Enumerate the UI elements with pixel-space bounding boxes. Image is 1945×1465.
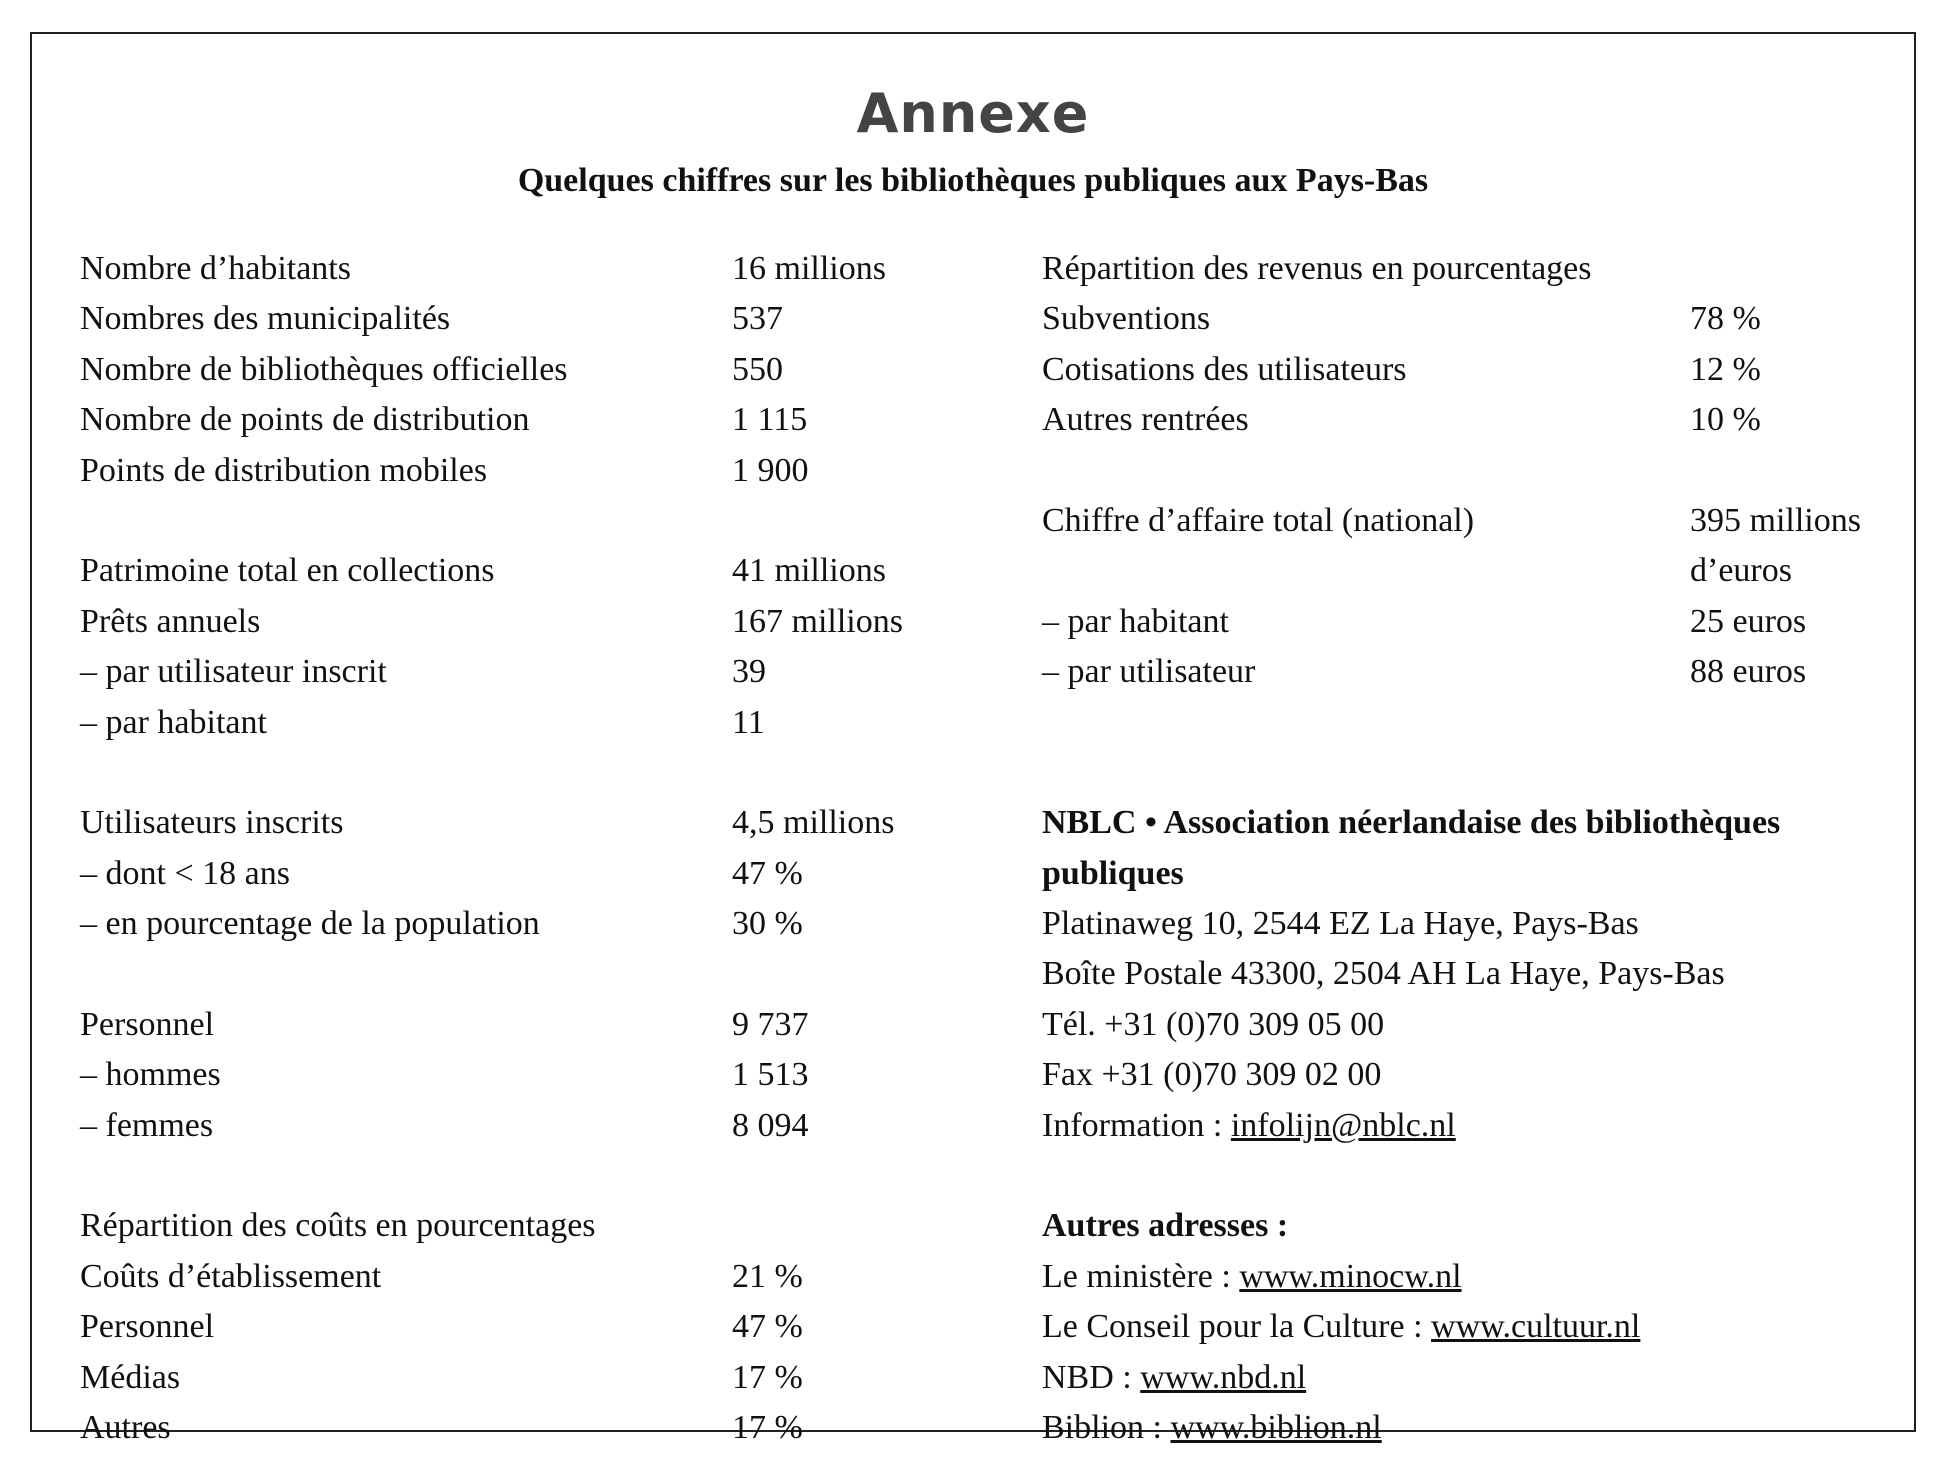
spacer [80,1151,980,1201]
section-heading [1042,244,1932,294]
stat-label: Nombre de bibliothèques officielles [80,350,568,388]
spacer [80,949,980,999]
link-line [1042,1353,1306,1403]
stat-row [80,798,980,848]
stat-label: Patrimoine total en collections [80,552,495,590]
stat-label: – par habitant [80,703,267,741]
stat-label: Autres rentrées [1042,401,1249,439]
link-row [1042,1403,1932,1453]
spacer [80,496,980,546]
revenue-heading: Répartition des revenus en pourcentages [1042,250,1592,287]
stat-value: 4,5 millions [732,804,895,842]
stat-value: d’euros [1690,552,1792,590]
stat-row [80,1050,980,1100]
stat-value: 11 [732,703,765,741]
nbd-link[interactable]: www.nbd.nl [1140,1358,1307,1396]
stat-value: 550 [732,350,783,388]
culture-council-link[interactable]: www.cultuur.nl [1431,1308,1641,1346]
stat-label: Utilisateurs inscrits [80,804,344,842]
stat-value: 88 euros [1690,653,1807,691]
stat-value: 8 094 [732,1106,809,1144]
stat-row [80,546,980,596]
costs-heading: Répartition des coûts en pourcentages [80,1207,596,1245]
link-row [1042,1252,1932,1302]
stat-value: 1 115 [732,401,808,439]
stat-row [80,597,980,647]
stat-row [80,395,980,445]
stat-row [1042,546,1932,596]
stat-value: 10 % [1690,401,1761,439]
spacer [1042,698,1932,748]
section-heading [80,1201,980,1251]
address-line [1042,899,1932,949]
spacer [1042,748,1932,798]
stat-value: 537 [732,300,783,338]
nblc-heading-line2: publiques [1042,854,1184,892]
stat-row [1042,496,1932,546]
spacer [80,748,980,798]
annex-frame [30,32,1916,1446]
stat-label: Chiffre d’affaire total (national) [1042,501,1475,539]
right-column [1042,244,1932,1453]
info-line [1042,1101,1456,1151]
stat-value: 9 737 [732,1005,809,1043]
stat-label: Points de distribution mobiles [80,451,488,489]
stat-row [80,1353,980,1403]
link-label: Biblion : [1042,1408,1171,1446]
stat-row [80,244,980,294]
stat-row [80,1302,980,1352]
stat-row [80,294,980,344]
nblc-heading-line1: NBLC • Association néerlandaise des bibliothèques [1042,804,1781,842]
stat-label: Médias [80,1358,181,1396]
stat-label: – hommes [80,1056,221,1094]
stat-row [80,1252,980,1302]
stat-row [80,1000,980,1050]
stat-row [1042,597,1932,647]
stat-row [80,345,980,395]
stat-row [1042,345,1932,395]
link-row [1042,1302,1932,1352]
page-title: Annexe [856,82,1090,145]
stat-label: Personnel [80,1308,215,1346]
stat-row [80,647,980,697]
biblion-link[interactable]: www.biblion.nl [1170,1408,1382,1446]
stat-value: 17 % [732,1408,803,1446]
stat-value: 47 % [732,854,803,892]
stat-value: 1 900 [732,451,809,489]
stat-label: – en pourcentage de la population [80,905,540,943]
stat-value: 47 % [732,1308,803,1346]
stat-label: Cotisations des utilisateurs [1042,350,1407,388]
section-heading [1042,1201,1932,1251]
stat-label: Prêts annuels [80,602,261,640]
stat-row [1042,647,1932,697]
stat-label: Subventions [1042,300,1211,338]
stat-row [80,849,980,899]
stat-label: Personnel [80,1005,215,1043]
stat-row [1042,294,1932,344]
left-column [80,244,980,1453]
contact-line [1042,1050,1932,1100]
ministry-link[interactable]: www.minocw.nl [1239,1257,1462,1295]
link-line [1042,1252,1462,1302]
stat-value: 78 % [1690,300,1761,338]
contact-line [1042,1101,1932,1151]
nblc-heading [1042,849,1932,899]
stat-value: 16 millions [732,250,886,287]
nblc-heading [1042,798,1932,848]
stat-label: – femmes [80,1106,214,1144]
contact-line [1042,1000,1932,1050]
stat-value: 39 [732,653,766,691]
stat-label: Autres [80,1408,171,1446]
stat-label: Nombres des municipalités [80,300,451,338]
link-label: Le Conseil pour la Culture : [1042,1308,1432,1346]
link-line [1042,1302,1640,1352]
stat-row [80,698,980,748]
stat-value: 1 513 [732,1056,809,1094]
stat-label: Coûts d’établissement [80,1257,382,1295]
stat-value: 41 millions [732,552,886,590]
spacer [1042,446,1932,496]
link-label: NBD : [1042,1358,1141,1396]
stat-label: Nombre de points de distribution [80,401,530,439]
stat-value: 12 % [1690,350,1761,388]
spacer [1042,1151,1932,1201]
stat-value: 25 euros [1690,602,1807,640]
stat-row [1042,395,1932,445]
stat-value: 167 millions [732,602,903,640]
other-addresses-heading: Autres adresses : [1042,1207,1289,1245]
fax-number: Fax +31 (0)70 309 02 00 [1042,1056,1382,1094]
street-address: Platinaweg 10, 2544 EZ La Haye, Pays-Bas [1042,905,1639,943]
address-line [1042,949,1932,999]
stat-value: 30 % [732,905,803,943]
phone-number: Tél. +31 (0)70 309 05 00 [1042,1005,1385,1043]
stat-value: 395 millions [1690,501,1861,539]
stat-label: – dont < 18 ans [80,854,290,892]
stat-label: – par utilisateur [1042,653,1256,691]
stat-row [80,899,980,949]
stat-row [80,1403,980,1453]
stat-value: 17 % [732,1358,803,1396]
stat-label: – par utilisateur inscrit [80,653,387,691]
postbox-address: Boîte Postale 43300, 2504 AH La Haye, Pays-Bas [1042,955,1725,993]
stat-value: 21 % [732,1257,803,1295]
stat-label: Nombre d’habitants [80,250,351,287]
link-label: Le ministère : [1042,1257,1240,1295]
info-email-link[interactable]: infolijn@nblc.nl [1230,1106,1456,1144]
link-row [1042,1353,1932,1403]
stat-row [80,446,980,496]
link-line [1042,1403,1382,1453]
page-subtitle: Quelques chiffres sur les bibliothèques publiques aux Pays-Bas [517,162,1429,199]
stat-row [80,1101,980,1151]
stat-label: – par habitant [1042,602,1229,640]
info-label: Information : [1042,1106,1231,1144]
